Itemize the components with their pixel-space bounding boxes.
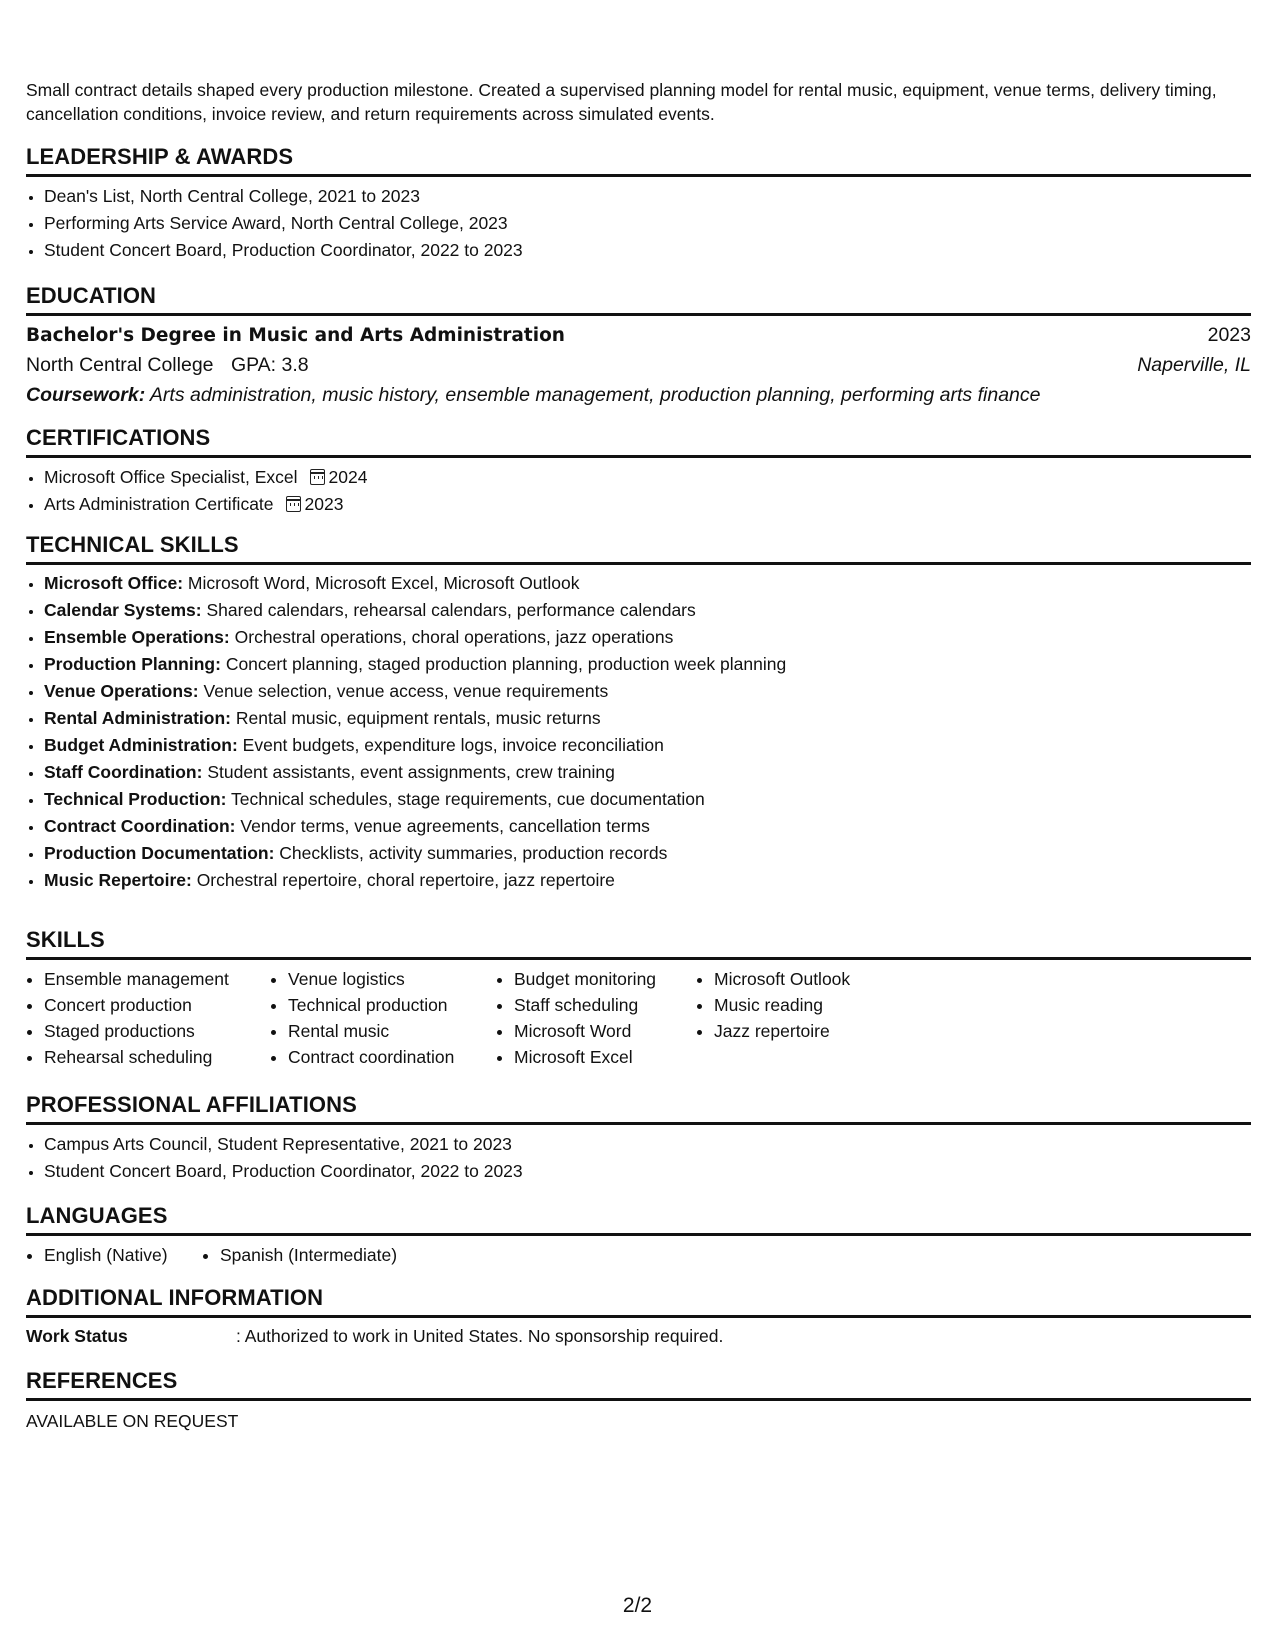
degree-title: Bachelor's Degree in Music and Arts Administration [26,325,565,346]
list-item [44,732,1251,759]
skill-text: Student assistants, event assignments, crew training [207,762,615,782]
section-divider [26,174,1251,177]
skill-text: Concert planning, staged production planning, production week planning [225,654,787,674]
affiliations-section [26,1092,1251,1185]
certification-year: 2023 [304,494,344,514]
list-item [44,570,1251,597]
skill-label: Production Documentation: [44,843,275,863]
list-item [44,786,1251,813]
list-item: • Venue logistics [288,966,496,992]
skill-label: Calendar Systems: [44,600,202,620]
skill-text: Venue selection, venue access, venue requirements [203,681,609,701]
skill-text: Rental music, equipment rentals, music returns [235,708,601,728]
education-section [26,283,1251,410]
section-divider [26,1398,1251,1401]
coursework-row [26,380,1251,410]
leadership-section [26,144,1251,264]
section-title: CERTIFICATIONS [26,425,211,450]
skill-text: Event budgets, expenditure logs, invoice reconciliation [242,735,664,755]
list-item [44,867,1251,894]
skill-text: Vendor terms, venue agreements, cancellation terms [240,816,650,836]
list-item [44,491,1251,518]
skill-label: Budget Administration: [44,735,238,755]
skill-text: Orchestral operations, choral operations, jazz operations [234,627,674,647]
list-item [44,705,1251,732]
list-item [44,813,1251,840]
list-item: • Rehearsal scheduling [44,1044,270,1070]
calendar-icon [286,496,301,512]
coursework-label: Coursework: [26,384,146,406]
list-item [44,464,1251,491]
list-item [44,597,1251,624]
calendar-icon [310,469,325,485]
skill-text: Shared calendars, rehearsal calendars, performance calendars [206,600,696,620]
section-title: PROFESSIONAL AFFILIATIONS [26,1092,357,1117]
skills-column [26,966,270,1070]
languages-section [26,1203,1251,1269]
list-item: • Staged productions [44,1018,270,1044]
section-divider [26,562,1251,565]
list-item: • Spanish (Intermediate) [220,1242,397,1269]
work-status-label: Work Status [26,1326,128,1346]
skill-label: Music Repertoire: [44,870,192,890]
skill-label: Ensemble Operations: [44,627,230,647]
list-item: • Music reading [714,992,934,1018]
list-item: • Jazz repertoire [714,1018,934,1044]
list-item: • Contract coordination [288,1044,496,1070]
skills-column [270,966,496,1070]
section-divider [26,1233,1251,1236]
languages-list [202,1242,397,1269]
section-divider [26,313,1251,316]
skill-text: Orchestral repertoire, choral repertoire, jazz repertoire [196,870,615,890]
list-item [44,840,1251,867]
technical-skills-section [26,532,1251,894]
school-row [26,350,1251,380]
skill-label: Technical Production: [44,789,227,809]
languages-list [26,1242,202,1269]
school-location: Naperville, IL [1137,354,1251,376]
work-status-row [26,1323,1251,1349]
list-item: • Student Concert Board, Production Coordinator, 2022 to 2023 [44,237,1251,264]
section-title: TECHNICAL SKILLS [26,532,239,557]
section-divider [26,1315,1251,1318]
gpa: GPA: 3.8 [230,354,309,376]
list-item: • Staff scheduling [514,992,696,1018]
skills-column [496,966,696,1070]
section-title: LEADERSHIP & AWARDS [26,144,294,169]
coursework-text: Arts administration, music history, ensemble management, production planning, performing arts finance [149,384,1041,406]
skills-columns [26,966,1251,1070]
skills-section [26,927,1251,1070]
page-number: 2/2 [622,1594,653,1617]
list-item: • Microsoft Word [514,1018,696,1044]
certifications-list [26,464,1251,518]
list-item: • Student Concert Board, Production Coordinator, 2022 to 2023 [44,1158,1251,1185]
references-text: AVAILABLE ON REQUEST [26,1411,239,1431]
section-divider [26,957,1251,960]
skill-text: Technical schedules, stage requirements, cue documentation [231,789,705,809]
section-title: SKILLS [26,927,105,952]
skill-label: Venue Operations: [44,681,199,701]
skill-label: Microsoft Office: [44,573,184,593]
section-divider [26,1122,1251,1125]
list-item: • Microsoft Outlook [714,966,934,992]
certification-name: Arts Administration Certificate [44,494,274,514]
list-item: • Dean's List, North Central College, 2021 to 2023 [44,183,1251,210]
list-item: • Microsoft Excel [514,1044,696,1070]
list-item [44,678,1251,705]
affiliations-list [26,1131,1251,1185]
list-item [44,651,1251,678]
leadership-list [26,183,1251,264]
certifications-section [26,425,1251,518]
technical-skills-list [26,570,1251,894]
languages-row [26,1242,1251,1269]
certification-year: 2024 [328,467,368,487]
section-divider [26,455,1251,458]
list-item: • Budget monitoring [514,966,696,992]
list-item [44,759,1251,786]
section-title: REFERENCES [26,1368,178,1393]
skill-label: Staff Coordination: [44,762,203,782]
work-status-value: : Authorized to work in United States. No sponsorship required. [236,1326,724,1346]
list-item: • Rental music [288,1018,496,1044]
list-item: • Campus Arts Council, Student Representative, 2021 to 2023 [44,1131,1251,1158]
section-title: EDUCATION [26,283,157,308]
school-name: North Central College [26,354,214,376]
skill-label: Rental Administration: [44,708,231,728]
list-item [44,624,1251,651]
list-item: • Performing Arts Service Award, North Central College, 2023 [44,210,1251,237]
skills-column [696,966,934,1070]
graduation-year: 2023 [1207,324,1251,346]
list-item: • Technical production [288,992,496,1018]
certification-name: Microsoft Office Specialist, Excel [44,467,298,487]
skill-label: Contract Coordination: [44,816,236,836]
degree-row [26,320,1251,350]
list-item: • Concert production [44,992,270,1018]
skill-label: Production Planning: [44,654,221,674]
intro-paragraph: Small contract details shaped every production milestone. Created a supervised planning model for rental music, equipment, venue terms, delivery timing, cancellation conditions, invoice review, and return requirements across simulated events. [26,80,1217,124]
list-item: • Ensemble management [44,966,270,992]
skill-text: Microsoft Word, Microsoft Excel, Microsoft Outlook [187,573,580,593]
section-title: ADDITIONAL INFORMATION [26,1285,324,1310]
additional-info-section [26,1285,1251,1349]
list-item: • English (Native) [44,1242,202,1269]
section-title: LANGUAGES [26,1203,168,1228]
references-section [26,1368,1251,1434]
skill-text: Checklists, activity summaries, production records [279,843,668,863]
